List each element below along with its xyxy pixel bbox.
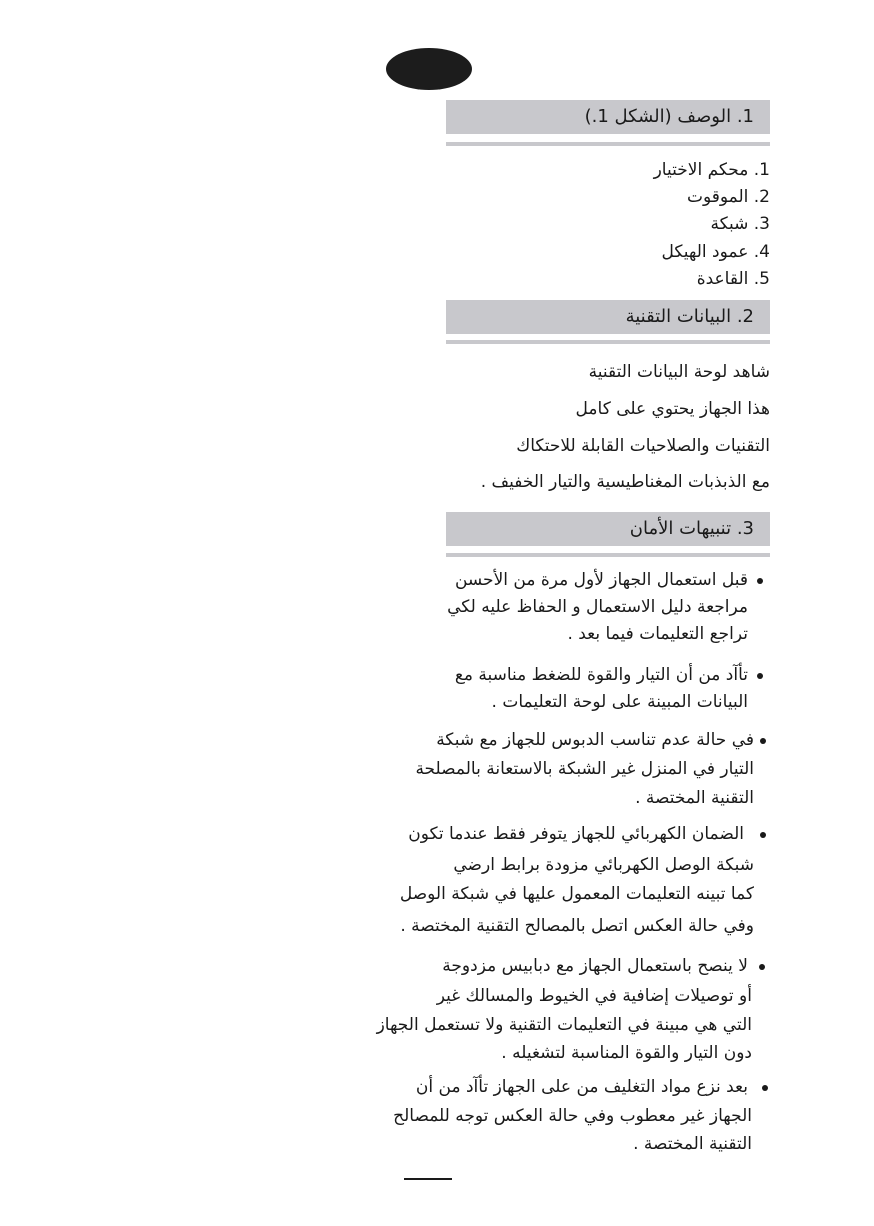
section-title-technical-data: 2. البيانات التقنية [446, 300, 770, 334]
description-item: 1. محكم الاختيار [653, 160, 770, 180]
safety-bullet-line: وفي حالة العكس اتصل بالمصالح التقنية المختصة . [400, 916, 754, 936]
safety-bullet-line: في حالة عدم تناسب الدبوس للجهاز مع شبكة [436, 730, 754, 750]
safety-bullet-line: مراجعة دليل الاستعمال و الحفاظ عليه لكي [447, 597, 748, 617]
description-item: 4. عمود الهيكل [661, 242, 770, 262]
section-title-safety: 3. تنبيهات الأمان [446, 512, 770, 546]
technical-text-line: شاهد لوحة البيانات التقنية [588, 362, 770, 382]
language-tab-marker [386, 48, 472, 90]
bullet-icon [762, 1085, 768, 1091]
bullet-icon [757, 578, 763, 584]
technical-text-line: مع الذبذبات المغناطيسية والتيار الخفيف . [480, 472, 770, 492]
bullet-icon [760, 738, 766, 744]
description-item: 2. الموقوت [686, 187, 770, 207]
section-divider [446, 340, 770, 344]
section-divider [446, 553, 770, 557]
section-title-description: 1. الوصف (الشكل 1.) [446, 100, 770, 134]
description-item: 5. القاعدة [696, 269, 770, 289]
safety-bullet-line: تراجع التعليمات فيما بعد . [567, 624, 748, 644]
description-item: 3. شبكة [710, 214, 770, 234]
safety-bullet-line: التقنية المختصة . [635, 788, 754, 808]
safety-bullet-line: الضمان الكهربائي للجهاز يتوفر فقط عندما تكون [408, 824, 744, 844]
safety-bullet-line: تأآد من أن التيار والقوة للضغط مناسبة مع [454, 665, 748, 685]
safety-bullet-line: كما تبينه التعليمات المعمول عليها في شبكة الوصل [399, 884, 754, 904]
safety-bullet-line: بعد نزع مواد التغليف من على الجهاز تأآد من أن [415, 1077, 748, 1097]
bullet-icon [760, 832, 766, 838]
technical-text-line: هذا الجهاز يحتوي على كامل [575, 399, 770, 419]
technical-text-line: التقنيات والصلاحيات القابلة للاحتكاك [516, 436, 770, 456]
safety-bullet-line: التيار في المنزل غير الشبكة بالاستعانة بالمصلحة [415, 759, 754, 779]
safety-bullet-line: شبكة الوصل الكهربائي مزودة برابط ارضي [453, 855, 754, 875]
section-divider [446, 142, 770, 146]
bullet-icon [759, 964, 765, 970]
bullet-icon [757, 673, 763, 679]
safety-bullet-line: التقنية المختصة . [633, 1134, 752, 1154]
safety-bullet-line: التي هي مبينة في التعليمات التقنية ولا تستعمل الجهاز [376, 1015, 752, 1035]
safety-bullet-line: الجهاز غير معطوب وفي حالة العكس توجه للمصالح [393, 1106, 752, 1126]
safety-bullet-line: أو توصيلات إضافية في الخيوط والمسالك غير [436, 986, 752, 1006]
safety-bullet-line: لا ينصح باستعمال الجهاز مع دبابيس مزدوجة [442, 956, 748, 976]
safety-bullet-line: قبل استعمال الجهاز لأول مرة من الأحسن [454, 570, 748, 590]
footer-rule [404, 1178, 452, 1180]
safety-bullet-line: البيانات المبينة على لوحة التعليمات . [491, 692, 748, 712]
safety-bullet-line: دون التيار والقوة المناسبة لتشغيله . [501, 1043, 752, 1063]
